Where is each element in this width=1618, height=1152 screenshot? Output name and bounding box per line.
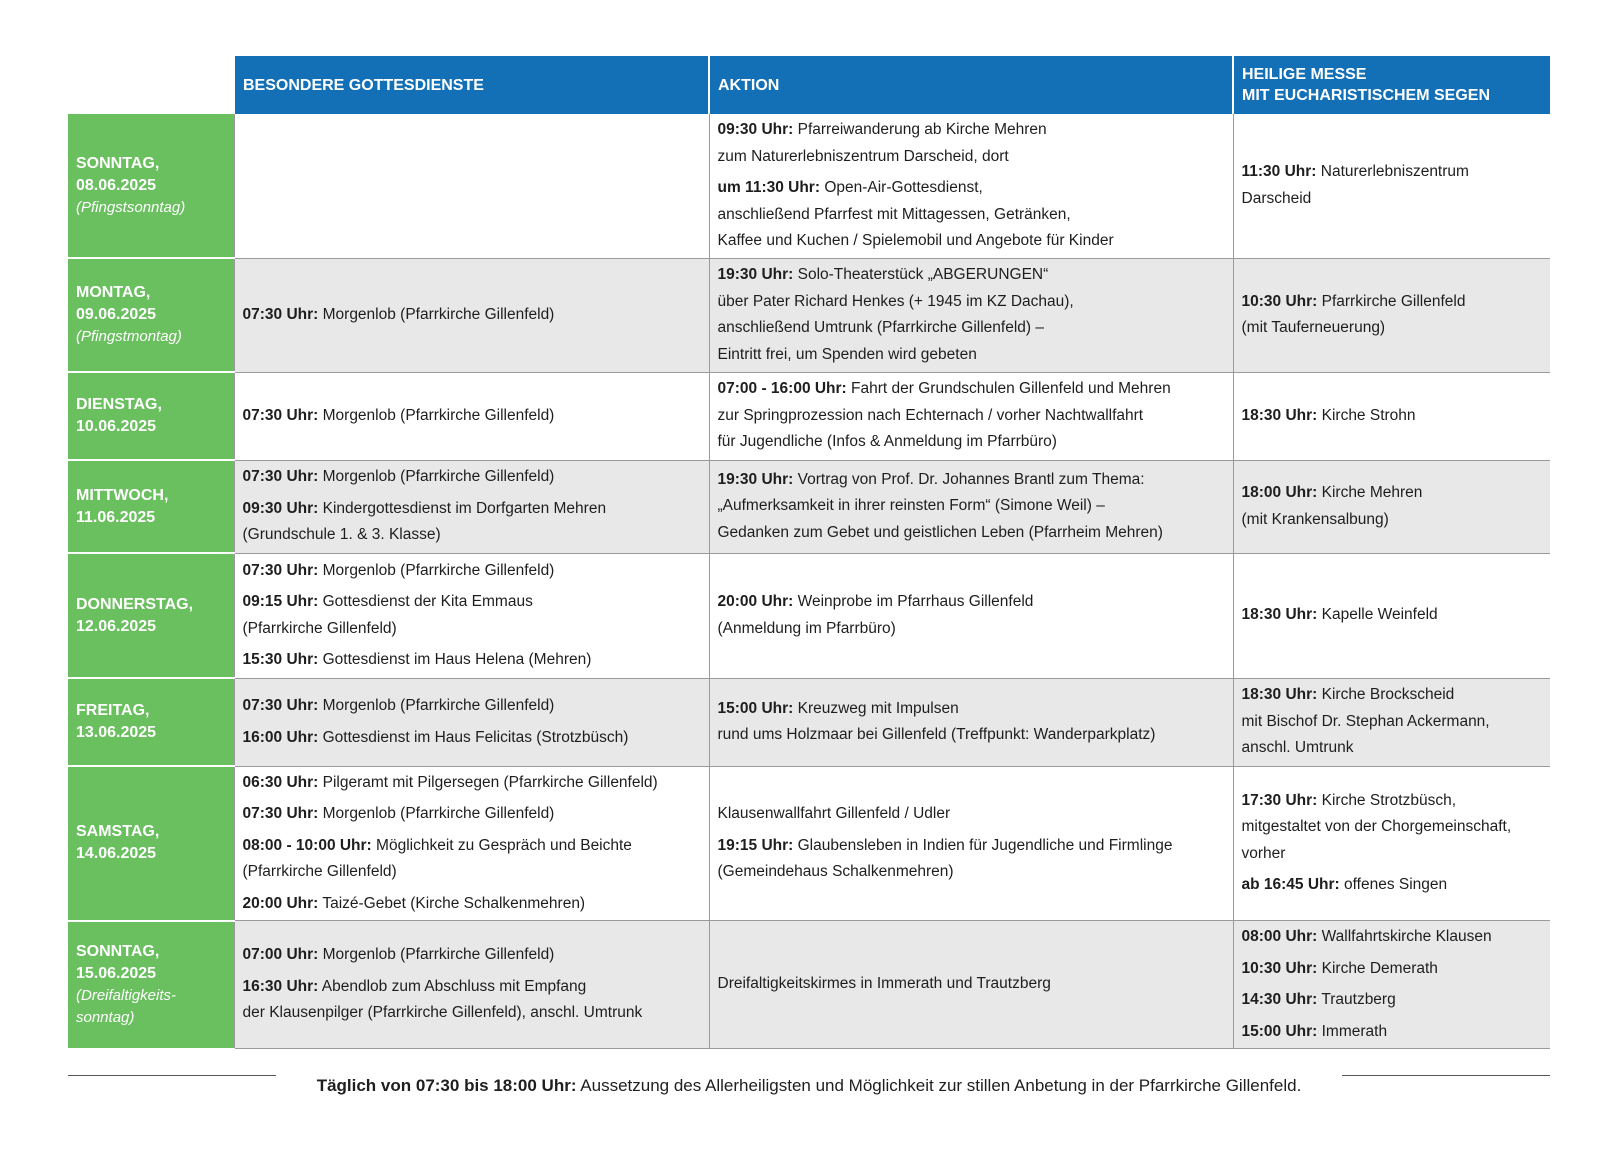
- mass-entry: [1242, 924, 1543, 951]
- special-entry: [243, 891, 701, 918]
- mass-entry: [1242, 956, 1543, 983]
- mass-entry: [1242, 788, 1543, 868]
- special-entry: [243, 801, 701, 828]
- special-text: Morgenlob (Pfarrkirche Gillenfeld): [318, 697, 555, 714]
- action-cell: [709, 678, 1233, 766]
- schedule-table: [68, 56, 1550, 1050]
- mass-time: 18:30 Uhr:: [1241, 406, 1318, 424]
- mass-entry: [1242, 602, 1543, 629]
- action-entry: [718, 117, 1225, 170]
- special-text: Morgenlob (Pfarrkirche Gillenfeld): [318, 805, 555, 822]
- mass-cell: [1233, 460, 1550, 553]
- action-entry: [718, 376, 1225, 456]
- action-cell: [709, 553, 1233, 678]
- table-row: [68, 766, 1550, 921]
- mass-cell: [1233, 766, 1550, 921]
- day-note: (Pfingstsonntag): [76, 198, 186, 216]
- mass-time: 08:00 Uhr:: [1241, 928, 1318, 945]
- action-time: 20:00 Uhr:: [717, 593, 794, 610]
- table-row: [68, 921, 1550, 1049]
- day-name: FREITAG,: [76, 702, 150, 719]
- special-entry: [243, 942, 701, 969]
- mass-time: 15:00 Uhr:: [1241, 1022, 1318, 1040]
- day-date: 11.06.2025: [76, 508, 156, 526]
- special-text: Morgenlob (Pfarrkirche Gillenfeld): [318, 561, 555, 579]
- day-note: (Dreifaltigkeits- sonntag): [76, 986, 177, 1026]
- special-services-cell: [234, 921, 709, 1049]
- day-date: 14.06.2025: [76, 845, 157, 863]
- special-text: Möglichkeit zu Gespräch und Beichte (Pfarrkirche Gillenfeld): [242, 836, 632, 880]
- action-time: 19:30 Uhr:: [717, 266, 794, 283]
- special-entry: [243, 770, 701, 797]
- mass-entry: [1242, 480, 1543, 533]
- special-text: Gottesdienst im Haus Felicitas (Strotzbüsch): [318, 728, 629, 746]
- action-entry: [718, 801, 1225, 828]
- action-text: Solo-Theaterstück „ABGERUNGEN“ über Pater Richard Henkes (+ 1945 im KZ Dachau), anschließend Umtrunk (Pfarrkirche Gillenfeld) – Eintritt frei, um Spenden wird gebeten: [717, 266, 1074, 363]
- table-row: [68, 372, 1550, 460]
- day-cell: [68, 372, 234, 460]
- action-time: 15:00 Uhr:: [717, 699, 794, 717]
- header-special-services: BESONDERE GOTTESDIENSTE: [234, 56, 709, 114]
- action-entry: [718, 262, 1225, 368]
- day-cell: [68, 921, 234, 1049]
- mass-time: 18:00 Uhr:: [1241, 484, 1318, 501]
- footer-note: [68, 1072, 1550, 1102]
- day-cell: [68, 114, 234, 258]
- special-entry: [243, 693, 701, 720]
- special-time: 07:30 Uhr:: [242, 697, 319, 714]
- action-time: 19:15 Uhr:: [717, 836, 794, 854]
- special-entry: [243, 974, 701, 1027]
- special-time: 07:30 Uhr:: [242, 406, 319, 424]
- day-date: 15.06.2025: [76, 964, 157, 982]
- action-time: 07:00 - 16:00 Uhr:: [717, 380, 847, 398]
- mass-cell: [1233, 258, 1550, 372]
- special-time: 07:30 Uhr:: [242, 561, 319, 579]
- special-time: 16:30 Uhr:: [242, 977, 319, 995]
- header-blank-cell: [68, 56, 234, 114]
- action-text: Pfarreiwanderung ab Kirche Mehren zum Naturerlebniszentrum Darscheid, dort: [717, 121, 1047, 165]
- action-entry: [718, 971, 1225, 998]
- day-cell: [68, 258, 234, 372]
- mass-entry: [1242, 159, 1543, 212]
- mass-cell: [1233, 553, 1550, 678]
- special-time: 20:00 Uhr:: [242, 894, 319, 912]
- mass-text: Trautzberg: [1317, 991, 1396, 1008]
- action-cell: [709, 372, 1233, 460]
- mass-cell: [1233, 678, 1550, 766]
- day-name: MITTWOCH,: [76, 486, 169, 504]
- mass-text: Kirche Brockscheid mit Bischof Dr. Stephan Ackermann, anschl. Umtrunk: [1241, 686, 1490, 757]
- mass-cell: [1233, 114, 1550, 258]
- schedule-body: [68, 114, 1550, 1049]
- table-row: [68, 553, 1550, 678]
- header-holy-mass-line2: MIT EUCHARISTISCHEM SEGEN: [1242, 87, 1491, 104]
- action-entry: [718, 175, 1225, 255]
- mass-text: Kirche Mehren (mit Krankensalbung): [1241, 484, 1423, 528]
- special-entry: [243, 833, 701, 886]
- mass-text: Kirche Strohn: [1317, 406, 1416, 424]
- day-name: DONNERSTAG,: [76, 595, 194, 613]
- special-entry: [243, 589, 701, 642]
- mass-time: 18:30 Uhr:: [1241, 686, 1318, 704]
- action-entry: [718, 589, 1225, 642]
- special-time: 07:00 Uhr:: [242, 946, 319, 964]
- header-holy-mass-line1: HEILIGE MESSE: [1242, 66, 1367, 83]
- mass-entry: [1242, 403, 1543, 430]
- mass-text: offenes Singen: [1339, 876, 1448, 894]
- day-date: 12.06.2025: [76, 617, 157, 635]
- day-cell: [68, 460, 234, 553]
- day-note: (Pfingstmontag): [76, 328, 182, 345]
- day-cell: [68, 553, 234, 678]
- action-text: Fahrt der Grundschulen Gillenfeld und Mehren zur Springprozession nach Echternach / vorher Nachtwallfahrt für Jugendliche (Infos & Anmeldung im Pfarrbüro): [717, 380, 1171, 451]
- day-cell: [68, 766, 234, 921]
- action-time: 19:30 Uhr:: [717, 470, 794, 488]
- special-text: Pilgeramt mit Pilgersegen (Pfarrkirche Gillenfeld): [318, 773, 658, 791]
- action-text: Kreuzweg mit Impulsen rund ums Holzmaar bei Gillenfeld (Treffpunkt: Wanderparkplatz): [717, 699, 1156, 743]
- special-text: Gottesdienst der Kita Emmaus (Pfarrkirche Gillenfeld): [242, 593, 533, 637]
- special-entry: [243, 496, 701, 549]
- mass-text: Naturerlebniszentrum Darscheid: [1241, 163, 1469, 207]
- mass-time: 11:30 Uhr:: [1241, 163, 1317, 181]
- mass-entry: [1242, 872, 1543, 899]
- action-entry: [718, 833, 1225, 886]
- special-time: 06:30 Uhr:: [242, 773, 319, 791]
- special-services-cell: [234, 553, 709, 678]
- day-date: 10.06.2025: [76, 418, 157, 435]
- special-text: Taizé-Gebet (Kirche Schalkenmehren): [318, 894, 586, 912]
- special-services-cell: [234, 372, 709, 460]
- action-text: Open-Air-Gottesdienst, anschließend Pfarrfest mit Mittagessen, Getränken, Kaffee und Kuchen / Spielemobil und Angebote für Kinder: [717, 179, 1114, 249]
- special-time: 08:00 - 10:00 Uhr:: [242, 836, 372, 854]
- mass-entry: [1242, 289, 1543, 342]
- special-text: Morgenlob (Pfarrkirche Gillenfeld): [318, 305, 555, 323]
- special-text: Morgenlob (Pfarrkirche Gillenfeld): [318, 946, 555, 964]
- special-text: Kindergottesdienst im Dorfgarten Mehren (Grundschule 1. & 3. Klasse): [242, 499, 607, 544]
- day-name: SONNTAG,: [76, 154, 160, 172]
- action-cell: [709, 258, 1233, 372]
- special-services-cell: [234, 258, 709, 372]
- day-date: 08.06.2025: [76, 176, 157, 194]
- mass-text: Kirche Strotzbüsch, mitgestaltet von der Chorgemeinschaft, vorher: [1241, 791, 1512, 862]
- special-text: Abendlob zum Abschluss mit Empfang der Klausenpilger (Pfarrkirche Gillenfeld), anschl. Umtrunk: [242, 977, 643, 1022]
- mass-cell: [1233, 372, 1550, 460]
- action-text: Klausenwallfahrt Gillenfeld / Udler: [717, 805, 951, 822]
- action-time: um 11:30 Uhr:: [717, 179, 821, 196]
- mass-text: Wallfahrtskirche Klausen: [1317, 928, 1492, 945]
- action-text: Vortrag von Prof. Dr. Johannes Brantl zum Thema: „Aufmerksamkeit in ihrer reinsten Form“ (Simone Weil) – Gedanken zum Gebet und geistlichen Leben (Pfarrheim Mehren): [717, 470, 1163, 541]
- special-entry: [243, 558, 701, 585]
- mass-time: 10:30 Uhr:: [1241, 292, 1318, 310]
- table-row: [68, 460, 1550, 553]
- special-time: 16:00 Uhr:: [242, 728, 319, 746]
- special-time: 15:30 Uhr:: [242, 651, 319, 668]
- action-time: 09:30 Uhr:: [717, 121, 794, 138]
- mass-entry: [1242, 1019, 1543, 1046]
- day-date: 09.06.2025: [76, 306, 157, 323]
- action-cell: [709, 460, 1233, 553]
- action-cell: [709, 766, 1233, 921]
- header-action: AKTION: [709, 56, 1233, 114]
- special-entry: [243, 647, 701, 674]
- day-name: SAMSTAG,: [76, 823, 160, 841]
- day-name: SONNTAG,: [76, 942, 160, 960]
- special-entry: [243, 403, 701, 430]
- special-text: Gottesdienst im Haus Helena (Mehren): [318, 651, 592, 668]
- special-time: 09:15 Uhr:: [242, 593, 319, 610]
- day-date: 13.06.2025: [76, 724, 157, 741]
- special-entry: [243, 725, 701, 752]
- action-cell: [709, 114, 1233, 258]
- day-name: MONTAG,: [76, 284, 151, 301]
- action-cell: [709, 921, 1233, 1049]
- table-row: [68, 678, 1550, 766]
- action-entry: [718, 467, 1225, 547]
- table-row: [68, 114, 1550, 258]
- mass-time: ab 16:45 Uhr:: [1241, 876, 1340, 894]
- header-row: [68, 56, 1550, 114]
- mass-text: Kapelle Weinfeld: [1317, 606, 1438, 624]
- action-text: Dreifaltigkeitskirmes in Immerath und Trautzberg: [717, 975, 1051, 993]
- special-text: Morgenlob (Pfarrkirche Gillenfeld): [318, 468, 555, 486]
- mass-text: Kirche Demerath: [1317, 959, 1438, 977]
- special-time: 09:30 Uhr:: [242, 499, 319, 517]
- footer-rest: Aussetzung des Allerheiligsten und Möglichkeit zur stillen Anbetung in der Pfarrkirche Gillenfeld.: [576, 1076, 1302, 1095]
- special-time: 07:30 Uhr:: [242, 805, 319, 822]
- header-holy-mass: [1233, 56, 1550, 114]
- special-services-cell: [234, 114, 709, 258]
- day-cell: [68, 678, 234, 766]
- action-entry: [718, 696, 1225, 749]
- mass-time: 14:30 Uhr:: [1241, 991, 1318, 1008]
- special-services-cell: [234, 766, 709, 921]
- table-row: [68, 258, 1550, 372]
- action-text: Glaubensleben in Indien für Jugendliche und Firmlinge (Gemeindehaus Schalkenmehren): [717, 836, 1173, 880]
- mass-entry: [1242, 682, 1543, 762]
- special-entry: [243, 464, 701, 491]
- mass-cell: [1233, 921, 1550, 1049]
- mass-text: Immerath: [1317, 1022, 1388, 1040]
- special-time: 07:30 Uhr:: [242, 468, 319, 486]
- action-text: Weinprobe im Pfarrhaus Gillenfeld (Anmeldung im Pfarrbüro): [717, 593, 1034, 637]
- footer-bold: Täglich von 07:30 bis 18:00 Uhr:: [316, 1076, 577, 1095]
- mass-time: 17:30 Uhr:: [1241, 791, 1318, 809]
- mass-time: 18:30 Uhr:: [1241, 606, 1318, 624]
- special-text: Morgenlob (Pfarrkirche Gillenfeld): [318, 406, 555, 424]
- day-name: DIENSTAG,: [76, 396, 162, 413]
- mass-text: Pfarrkirche Gillenfeld (mit Tauferneuerung): [1241, 292, 1466, 336]
- special-services-cell: [234, 678, 709, 766]
- footer-text: [68, 1074, 1550, 1098]
- special-services-cell: [234, 460, 709, 553]
- special-entry: [243, 302, 701, 329]
- special-time: 07:30 Uhr:: [242, 305, 319, 323]
- mass-entry: [1242, 987, 1543, 1014]
- mass-time: 10:30 Uhr:: [1241, 959, 1318, 977]
